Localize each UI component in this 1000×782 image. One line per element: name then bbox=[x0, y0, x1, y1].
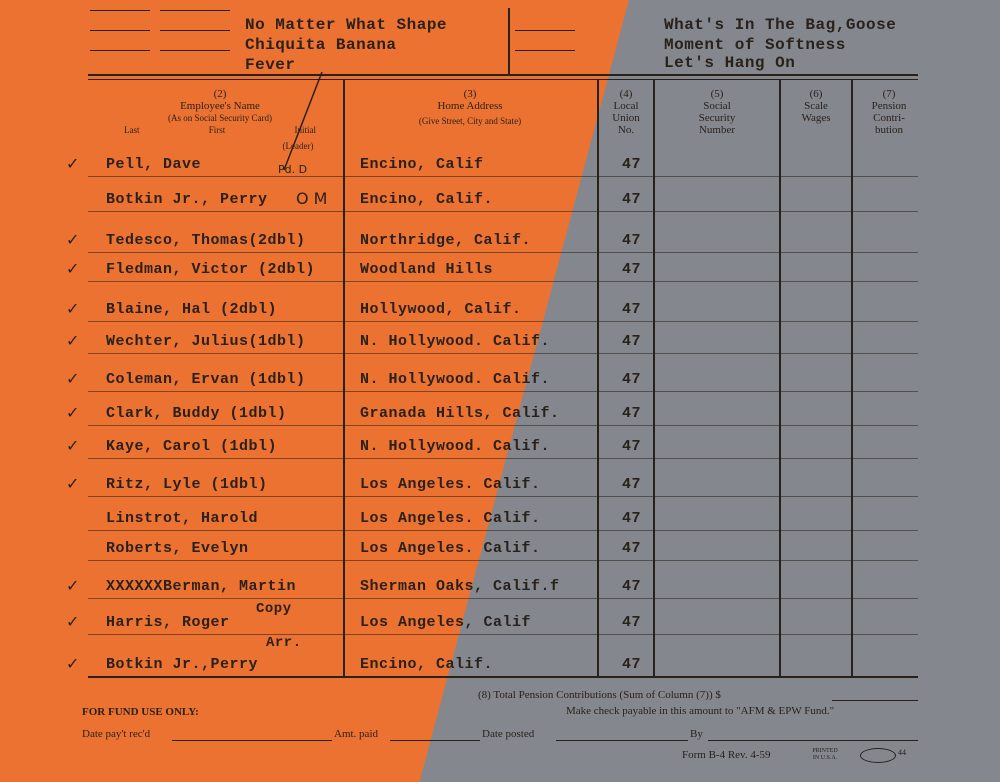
blank-rule bbox=[90, 10, 150, 11]
home-address: Los Angeles, Calif bbox=[360, 614, 532, 631]
employee-name: Blaine, Hal (2dbl) bbox=[106, 301, 278, 318]
home-address: Sherman Oaks, Calif.f bbox=[360, 578, 560, 595]
local-union-number: 47 bbox=[622, 232, 642, 249]
column-divider bbox=[779, 80, 781, 678]
song-title: Let's Hang On bbox=[664, 54, 796, 72]
typed-note: Arr. bbox=[266, 635, 302, 651]
typed-note: Copy bbox=[256, 601, 292, 617]
row-rule bbox=[88, 598, 918, 599]
local-union-number: 47 bbox=[622, 301, 642, 318]
row-rule bbox=[88, 496, 918, 497]
header-local-union: (4) Local Union No. bbox=[612, 88, 640, 136]
check-mark-icon: ✓ bbox=[66, 578, 80, 595]
employee-name: Wechter, Julius(1dbl) bbox=[106, 333, 306, 350]
song-title: Fever bbox=[245, 56, 296, 74]
row-rule bbox=[88, 634, 918, 635]
fund-use-label: FOR FUND USE ONLY: bbox=[82, 706, 199, 718]
by-label: By bbox=[690, 728, 703, 740]
local-union-number: 47 bbox=[622, 476, 642, 493]
local-union-number: 47 bbox=[622, 614, 642, 631]
employee-name: Harris, Roger bbox=[106, 614, 230, 631]
home-address: N. Hollywood. Calif. bbox=[360, 333, 551, 350]
check-mark-icon: ✓ bbox=[66, 232, 80, 249]
row-rule bbox=[88, 530, 918, 531]
local-union-number: 47 bbox=[622, 371, 642, 388]
total-blank bbox=[832, 700, 918, 701]
column-divider bbox=[597, 80, 599, 678]
union-label-number: 44 bbox=[898, 748, 906, 757]
blank-rule bbox=[90, 30, 150, 31]
union-label-seal bbox=[860, 748, 896, 763]
row-rule bbox=[88, 176, 918, 177]
blank-rule bbox=[515, 30, 575, 31]
local-union-number: 47 bbox=[622, 261, 642, 278]
employee-name: Pell, Dave bbox=[106, 156, 202, 173]
home-address: Encino, Calif. bbox=[360, 191, 494, 208]
make-check-note: Make check payable in this amount to "AFM & EPW Fund." bbox=[566, 705, 835, 717]
by-blank bbox=[708, 740, 918, 741]
blank-rule bbox=[160, 50, 230, 51]
check-mark-icon: ✓ bbox=[66, 261, 80, 278]
home-address: Northridge, Calif. bbox=[360, 232, 532, 249]
check-mark-icon: ✓ bbox=[66, 156, 80, 173]
check-mark-icon: ✓ bbox=[66, 405, 80, 422]
check-mark-icon: ✓ bbox=[66, 656, 80, 673]
local-union-number: 47 bbox=[622, 510, 642, 527]
employee-name: Tedesco, Thomas(2dbl) bbox=[106, 232, 306, 249]
header-pension-contribution: (7) Pension Contri- bution bbox=[871, 88, 907, 136]
employee-name: Kaye, Carol (1dbl) bbox=[106, 438, 278, 455]
home-address: Encino, Calif bbox=[360, 156, 484, 173]
local-union-number: 47 bbox=[622, 578, 642, 595]
home-address: Los Angeles. Calif. bbox=[360, 476, 541, 493]
song-title: Chiquita Banana bbox=[245, 36, 397, 54]
row-rule bbox=[88, 252, 918, 253]
song-title: No Matter What Shape bbox=[245, 16, 448, 34]
column-divider bbox=[851, 80, 853, 678]
local-union-number: 47 bbox=[622, 156, 642, 173]
home-address: Los Angeles. Calif. bbox=[360, 510, 541, 527]
row-rule bbox=[88, 458, 918, 459]
employee-name: Coleman, Ervan (1dbl) bbox=[106, 371, 306, 388]
total-label: (8) Total Pension Contributions (Sum of Column (7)) $ bbox=[478, 689, 721, 701]
home-address: N. Hollywood. Calif. bbox=[360, 438, 551, 455]
blank-rule bbox=[90, 50, 150, 51]
home-address: Granada Hills, Calif. bbox=[360, 405, 560, 422]
home-address: Los Angeles. Calif. bbox=[360, 540, 541, 557]
handwritten-note: Pd. D bbox=[278, 163, 308, 176]
header-employee-name: (2) Employee's Name (As on Social Security Card) Last First Initial bbox=[124, 88, 316, 135]
employee-name: Botkin Jr.,Perry bbox=[106, 656, 259, 673]
employee-name: Roberts, Evelyn bbox=[106, 540, 249, 557]
song-title: What's In The Bag,Goose bbox=[664, 16, 897, 34]
title-bottom-rule bbox=[88, 74, 918, 76]
employee-name: Ritz, Lyle (1dbl) bbox=[106, 476, 268, 493]
blank-rule bbox=[160, 10, 230, 11]
row-rule bbox=[88, 560, 918, 561]
header-social-security: (5) Social Security Number bbox=[698, 88, 736, 136]
employee-name: XXXXXXBerman, Martin bbox=[106, 578, 297, 595]
blank-rule bbox=[160, 30, 230, 31]
check-mark-icon: ✓ bbox=[66, 301, 80, 318]
title-bottom-rule-2 bbox=[88, 79, 918, 80]
amt-paid-blank bbox=[390, 740, 480, 741]
local-union-number: 47 bbox=[622, 540, 642, 557]
home-address: N. Hollywood. Calif. bbox=[360, 371, 551, 388]
date-posted-label: Date posted bbox=[482, 728, 535, 740]
employee-name: Clark, Buddy (1dbl) bbox=[106, 405, 287, 422]
leader-note: (Leader) bbox=[282, 141, 314, 151]
amt-paid-label: Amt. paid bbox=[334, 728, 378, 740]
local-union-number: 47 bbox=[622, 191, 642, 208]
home-address: Woodland Hills bbox=[360, 261, 494, 278]
check-mark-icon: ✓ bbox=[66, 614, 80, 631]
check-mark-icon: ✓ bbox=[66, 438, 80, 455]
row-rule bbox=[88, 281, 918, 282]
header-home-address: (3) Home Address (Give Street, City and State) bbox=[418, 88, 522, 126]
employee-name: Linstrot, Harold bbox=[106, 510, 259, 527]
column-divider bbox=[653, 80, 655, 678]
row-rule bbox=[88, 321, 918, 322]
local-union-number: 47 bbox=[622, 333, 642, 350]
local-union-number: 47 bbox=[622, 438, 642, 455]
column-divider bbox=[343, 80, 345, 678]
header-scale-wages: (6) Scale Wages bbox=[801, 88, 831, 124]
date-paid-label: Date pay't rec'd bbox=[82, 728, 151, 740]
check-mark-icon: ✓ bbox=[66, 476, 80, 493]
blank-rule bbox=[515, 50, 575, 51]
date-paid-blank bbox=[172, 740, 332, 741]
table-bottom-rule bbox=[88, 676, 918, 678]
form-number: Form B-4 Rev. 4-59 bbox=[682, 749, 771, 761]
printed-in-usa: PRINTED IN U.S.A. bbox=[812, 748, 838, 761]
home-address: Hollywood, Calif. bbox=[360, 301, 522, 318]
check-mark-icon: ✓ bbox=[66, 371, 80, 388]
employee-name: Botkin Jr., Perry bbox=[106, 191, 268, 208]
employee-name: Fledman, Victor (2dbl) bbox=[106, 261, 316, 278]
row-rule bbox=[88, 211, 918, 212]
local-union-number: 47 bbox=[622, 656, 642, 673]
song-title: Moment of Softness bbox=[664, 36, 846, 54]
home-address: Encino, Calif. bbox=[360, 656, 494, 673]
row-rule bbox=[88, 353, 918, 354]
row-rule bbox=[88, 391, 918, 392]
date-posted-blank bbox=[556, 740, 688, 741]
row-rule bbox=[88, 425, 918, 426]
local-union-number: 47 bbox=[622, 405, 642, 422]
title-divider bbox=[508, 8, 510, 74]
check-mark-icon: ✓ bbox=[66, 333, 80, 350]
handwritten-note: O M bbox=[296, 189, 328, 208]
